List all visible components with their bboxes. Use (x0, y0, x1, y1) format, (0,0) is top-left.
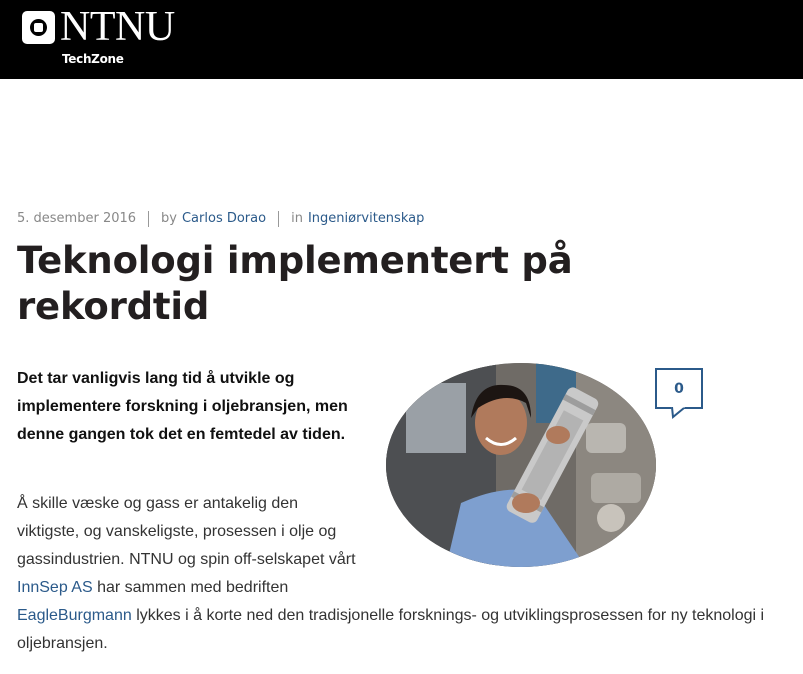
body-line (17, 574, 797, 602)
title-line: rekordtid (17, 285, 210, 328)
body-line: Å skille væske og gass er antakelig den (17, 495, 299, 512)
post-date: 5. desember 2016 (17, 211, 137, 226)
author-link[interactable]: Carlos Dorao (181, 211, 267, 226)
lead-line: Det tar vanligvis lang tid å utvikle og (17, 370, 295, 387)
title-line: Teknologi implementert på (17, 239, 573, 282)
body-line: gassindustrien. NTNU og spin off-selskapet vårt (17, 551, 356, 568)
article-body (17, 490, 797, 658)
post-meta (17, 210, 424, 227)
logo-subtitle[interactable]: TechZone (62, 52, 124, 66)
logo-text[interactable]: NTNU (60, 4, 175, 50)
body-line: viktigste, og vanskeligste, prosessen i olje og (17, 523, 337, 540)
category-link[interactable]: Ingeniørvitenskap (307, 211, 425, 226)
site-header (0, 0, 803, 79)
body-line (17, 602, 797, 630)
in-label: in (291, 211, 303, 226)
comment-count-badge[interactable] (655, 368, 703, 409)
body-text-fragment: har sammen med bedriften (92, 579, 289, 596)
ntnu-logo-icon[interactable] (22, 11, 55, 44)
meta-divider (278, 211, 279, 227)
meta-divider (148, 211, 149, 227)
eagleburgmann-link[interactable]: EagleBurgmann (17, 607, 132, 624)
body-line: oljebransjen. (17, 635, 108, 652)
by-label: by (161, 211, 177, 226)
comment-count: 0 (674, 380, 684, 397)
lead-line: denne gangen tok det en femtedel av tiden. (17, 426, 346, 443)
comment-bubble-icon (671, 407, 691, 419)
article-lead (17, 365, 367, 449)
body-text-fragment: lykkes i å korte ned den tradisjonelle forsknings- og utviklingsprosessen for ny teknologi i (131, 607, 765, 624)
innsep-link[interactable]: InnSep AS (17, 579, 93, 596)
article-title (17, 238, 657, 330)
lead-line: implementere forskning i oljebransjen, men (17, 398, 348, 415)
